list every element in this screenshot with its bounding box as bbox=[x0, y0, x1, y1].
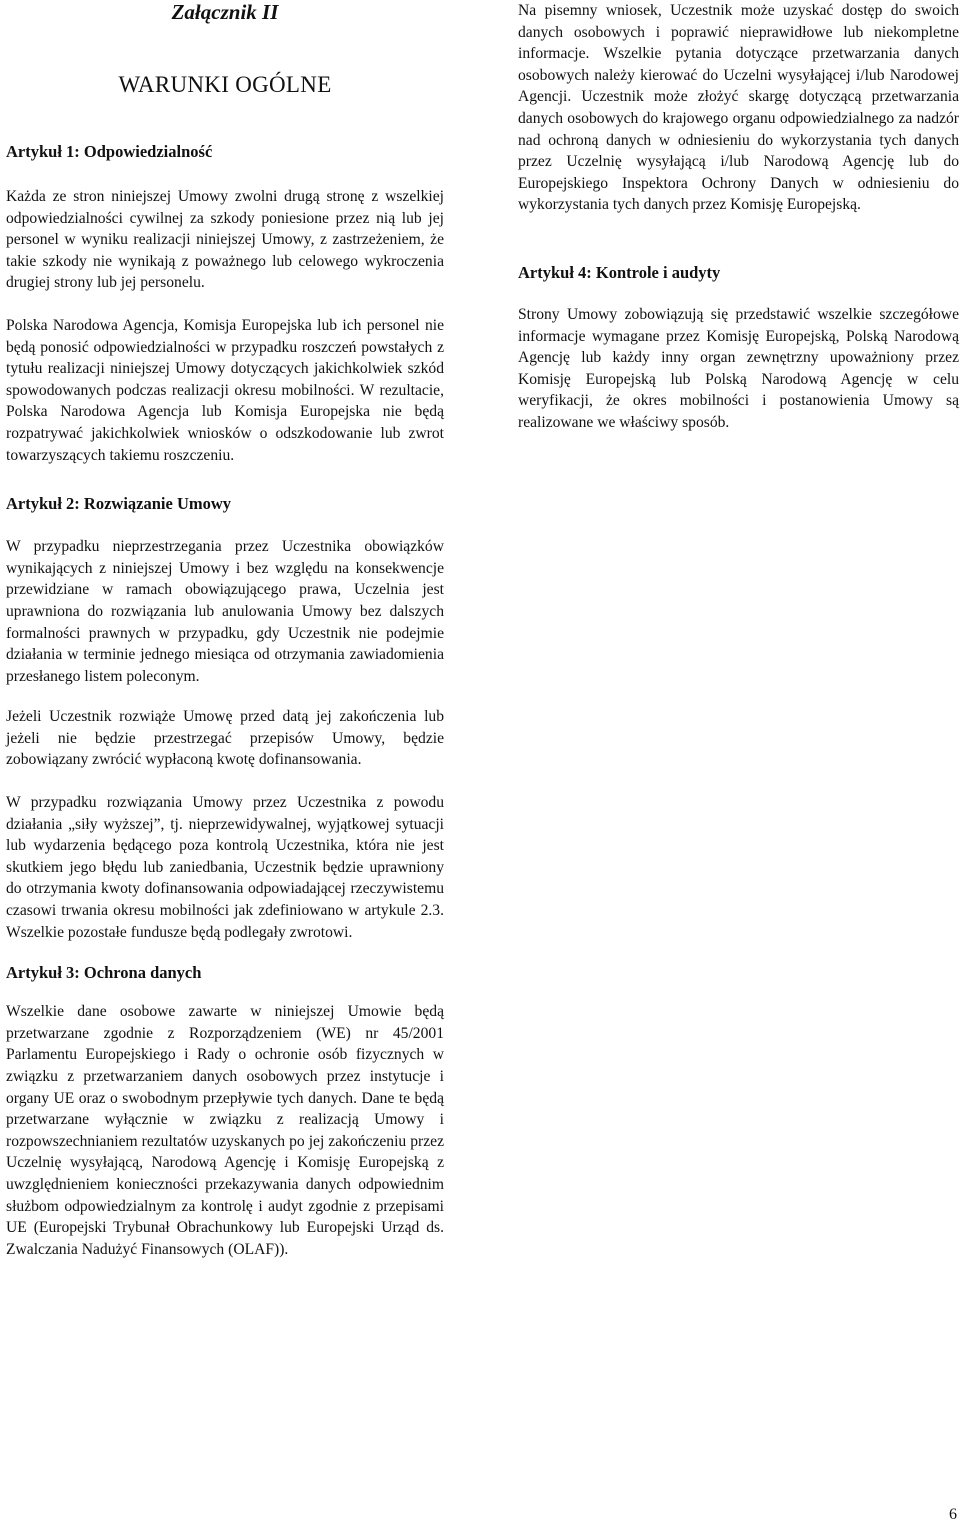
article-3-paragraph-2: Na pisemny wniosek, Uczestnik może uzyskać dostęp do swoich danych osobowych i poprawić nieprawidłowe lub niekompletne informacje. Wszelkie pytania dotyczące przetwarzania danych osobowych należy kierować do Uczelni wysyłającej i/lub Narodowej Agencji. Uczestnik może złożyć skargę dotyczącą przetwarzania danych osobowych do krajowego organu odpowiedzialnego za nadzór nad ochroną danych w odniesieniu do wykorzystania tych danych przez Uczelnię wysyłającą i/lub Narodową Agencję lub do Europejskiego Inspektora Ochrony Danych w odniesieniu do wykorzystania tych danych przez Komisję Europejską. bbox=[518, 2, 959, 214]
article-3-paragraph-1: Wszelkie dane osobowe zawarte w niniejszej Umowie będą przetwarzane zgodnie z Rozporządzeniem (WE) nr 45/2001 Parlamentu Europejskiego i Rady o ochronie osób fizycznych w związku z przetwarzaniem danych osobowych przez instytucje i organy UE oraz o swobodnym przepływie tych danych. Dane te będą przetwarzane wyłącznie w związku z realizacją Umowy i rozpowszechnianiem rezultatów uzyskanych po jej zakończeniu przez Uczelnię wysyłającą, Narodową Agencję i Komisję Europejską z uwzględnieniem konieczności przekazywania danych odpowiednim służbom odpowiedzialnym za kontrolę i audyt zgodnie z przepisami UE (Europejski Trybunał Obrachunkowy lub Europejski Urząd ds. Zwalczania Nadużyć Finansowych (OLAF)). bbox=[6, 1003, 444, 1258]
article-1-paragraph-1: Każda ze stron niniejszej Umowy zwolni drugą stronę z wszelkiej odpowiedzialności cywilnej za szkody poniesione przez nią lub jej personel w wyniku realizacji niniejszej Umowy, z zastrzeżeniem, że takie szkody nie wynikają z poważnego lub celowego wykroczenia drugiej strony lub jej personelu. bbox=[6, 188, 444, 292]
article-2-heading: Artykuł 2: Rozwiązanie Umowy bbox=[6, 494, 232, 514]
article-1-heading: Artykuł 1: Odpowiedzialność bbox=[6, 142, 213, 161]
page-number: 6 bbox=[949, 1506, 957, 1523]
article-1-paragraph-2: Polska Narodowa Agencja, Komisja Europejska lub ich personel nie będą ponosić odpowiedzialności w przypadku roszczeń powstałych z tytułu realizacji niniejszej Umowy dotyczących jakichkolwiek szkód spowodowanych podczas realizacji okresu mobilności. W rezultacie, Polska Narodowa Agencja lub Komisja Europejska nie będą rozpatrywać jakichkolwiek wniosków o odszkodowanie lub zwrot towarzyszących takiemu roszczeniu. bbox=[6, 316, 444, 464]
main-title: WARUNKI OGÓLNE bbox=[118, 72, 332, 97]
left-column bbox=[6, 0, 444, 1260]
right-column bbox=[518, 0, 959, 434]
article-2-paragraph-1: W przypadku nieprzestrzegania przez Uczestnika obowiązków wynikających z niniejszej Umowy i bez względu na konsekwencje przewidziane w ramach obowiązującego prawa, Uczelnia jest uprawniona do rozwiązania lub anulowania Umowy bez dalszych formalności prawnych w przypadku, gdy Uczestnik nie podejmie działania w terminie jednego miesiąca od otrzymania zawiadomienia przesłanego listem poleconym. bbox=[6, 538, 444, 685]
article-4-heading: Artykuł 4: Kontrole i audyty bbox=[518, 262, 721, 282]
article-2-paragraph-3: W przypadku rozwiązania Umowy przez Uczestnika z powodu działania „siły wyższej”, tj. nieprzewidywalnej, wyjątkowej sytuacji lub wydarzenia będącego poza kontrolą Uczestnika, która nie jest skutkiem jego błędu lub zaniedbania, Uczestnik będzie uprawniony do otrzymania kwoty dofinansowania odpowiadającej rzeczywistemu czasowi trwania okresu mobilności jak zdefiniowano w artykule 2.3. Wszelkie pozostałe fundusze będą podlegały zwrotowi. bbox=[6, 794, 444, 941]
article-2-paragraph-2: Jeżeli Uczestnik rozwiąże Umowę przed datą jej zakończenia lub jeżeli nie będzie przestrzegać przepisów Umowy, będzie zobowiązany zwrócić wypłaconą kwotę dofinansowania. bbox=[6, 708, 444, 769]
article-3-heading: Artykuł 3: Ochrona danych bbox=[6, 963, 202, 983]
annex-title: Załącznik II bbox=[171, 0, 279, 24]
article-4-paragraph-1: Strony Umowy zobowiązują się przedstawić wszelkie szczegółowe informacje wymagane przez Komisję Europejską, Polską Narodową Agencję lub każdy inny organ zewnętrzny upoważniony przez Komisję Europejską lub Polską Narodową Agencję w celu weryfikacji, że okres mobilności i postanowienia Umowy są realizowane we właściwy sposób. bbox=[518, 305, 959, 431]
